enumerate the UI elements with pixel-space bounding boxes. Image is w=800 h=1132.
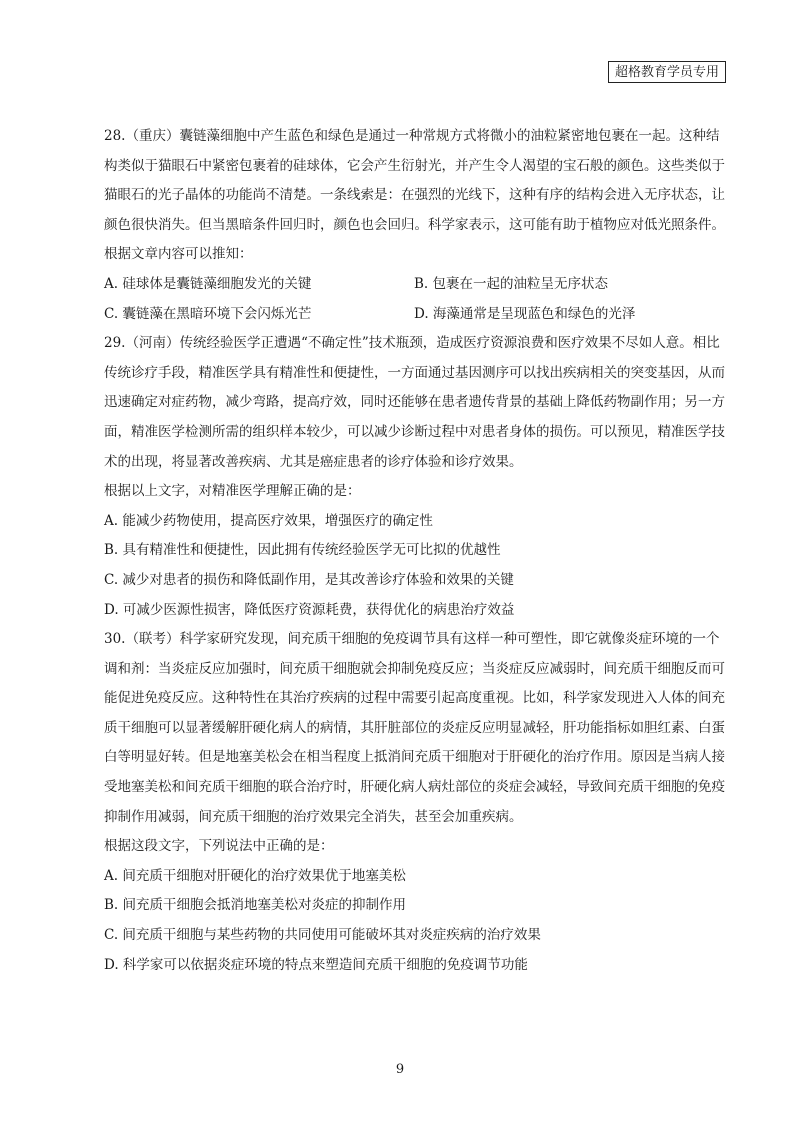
question-passage: 30.（联考）科学家研究发现，间充质干细胞的免疫调节具有这样一种可塑性，即它就像炎症环境的一个调和剂：当炎症反应加强时，间充质干细胞就会抑制免疫反应；当炎症反应减弱时，间充质干细胞反而可能促进免疫反应。这种特性在其治疗疾病的过程中需要引起高度重视。比如，科学家发现进入人体的间充质干细胞可以显著缓解肝硬化病人的病情，其肝脏部位的炎症反应明显减轻，肝功能指标如胆红素、白蛋白等明显好转。但是地塞美松会在相当程度上抵消间充质干细胞对于肝硬化的治疗作用。原因是当病人接受地塞美松和间充质干细胞的联合治疗时，肝硬化病人病灶部位的炎症会减轻，导致间充质干细胞的免疫抑制作用减弱，间充质干细胞的治疗效果完全消失，甚至会加重疾病。: [104, 631, 725, 825]
question-passage: 28.（重庆）囊链藻细胞中产生蓝色和绿色是通过一种常规方式将微小的油粒紧密地包裹在一起。这种结构类似于猫眼石中紧密包裹着的硅球体，它会产生衍射光，并产生令人渴望的宝石般的颜色。这些类似于猫眼石的光子晶体的功能尚不清楚。一条线索是：在强烈的光线下，这种有序的结构会进入无序状态，让颜色很快消失。但当黑暗条件回归时，颜色也会回归。科学家表示，这可能有助于植物应对低光照条件。: [104, 128, 725, 233]
option-row: [104, 300, 730, 330]
header-badge: 超格教育学员专用: [608, 61, 726, 83]
question-stem: 根据这段文字，下列说法中正确的是：: [104, 838, 334, 855]
option-d: D. 科学家可以依据炎症环境的特点来塑造间充质干细胞的免疫调节功能: [104, 956, 528, 973]
option-a: A. 硅球体是囊链藻细胞发光的关键: [104, 275, 312, 292]
question-30: [104, 625, 730, 980]
option-b: B. 包裹在一起的油粒呈无序状态: [414, 275, 609, 292]
option-c: C. 囊链藻在黑暗环境下会闪烁光芒: [104, 305, 312, 322]
question-28: [104, 122, 730, 329]
option-a: A. 间充质干细胞对肝硬化的治疗效果优于地塞美松: [104, 867, 406, 884]
option-c: C. 减少对患者的损伤和降低副作用，是其改善诊疗体验和效果的关键: [104, 571, 514, 588]
option-d: D. 海藻通常是呈现蓝色和绿色的光泽: [414, 305, 636, 322]
option-b: B. 具有精准性和便捷性，因此拥有传统经验医学无可比拟的优越性: [104, 542, 501, 559]
question-passage: 29.（河南）传统经验医学正遭遇“不确定性”技术瓶颈，造成医疗资源浪费和医疗效果不尽如人意。相比传统诊疗手段，精准医学具有精准性和便捷性，一方面通过基因测序可以找出疾病相关的突变基因，从而迅速确定对症药物，减少弯路，提高疗效，同时还能够在患者遗传背景的基础上降低药物副作用；另一方面，精准医学检测所需的组织样本较少，可以减少诊断过程中对患者身体的损伤。可以预见，精准医学技术的出现，将显著改善疾病、尤其是癌症患者的诊疗体验和诊疗效果。: [104, 335, 725, 470]
option-a: A. 能减少药物使用，提高医疗效果，增强医疗的确定性: [104, 512, 433, 529]
option-row: [104, 270, 730, 300]
question-stem: 根据文章内容可以推知：: [104, 246, 253, 263]
option-b: B. 间充质干细胞会抵消地塞美松对炎症的抑制作用: [104, 897, 407, 914]
question-stem: 根据以上文字，对精准医学理解正确的是：: [104, 483, 361, 500]
option-d: D. 可减少医源性损害，降低医疗资源耗费，获得优化的病患治疗效益: [104, 601, 515, 618]
page-number: 9: [395, 1062, 405, 1077]
option-c: C. 间充质干细胞与某些药物的共同使用可能破坏其对炎症疾病的治疗效果: [104, 927, 541, 944]
question-list: [104, 122, 730, 980]
question-29: [104, 329, 730, 625]
